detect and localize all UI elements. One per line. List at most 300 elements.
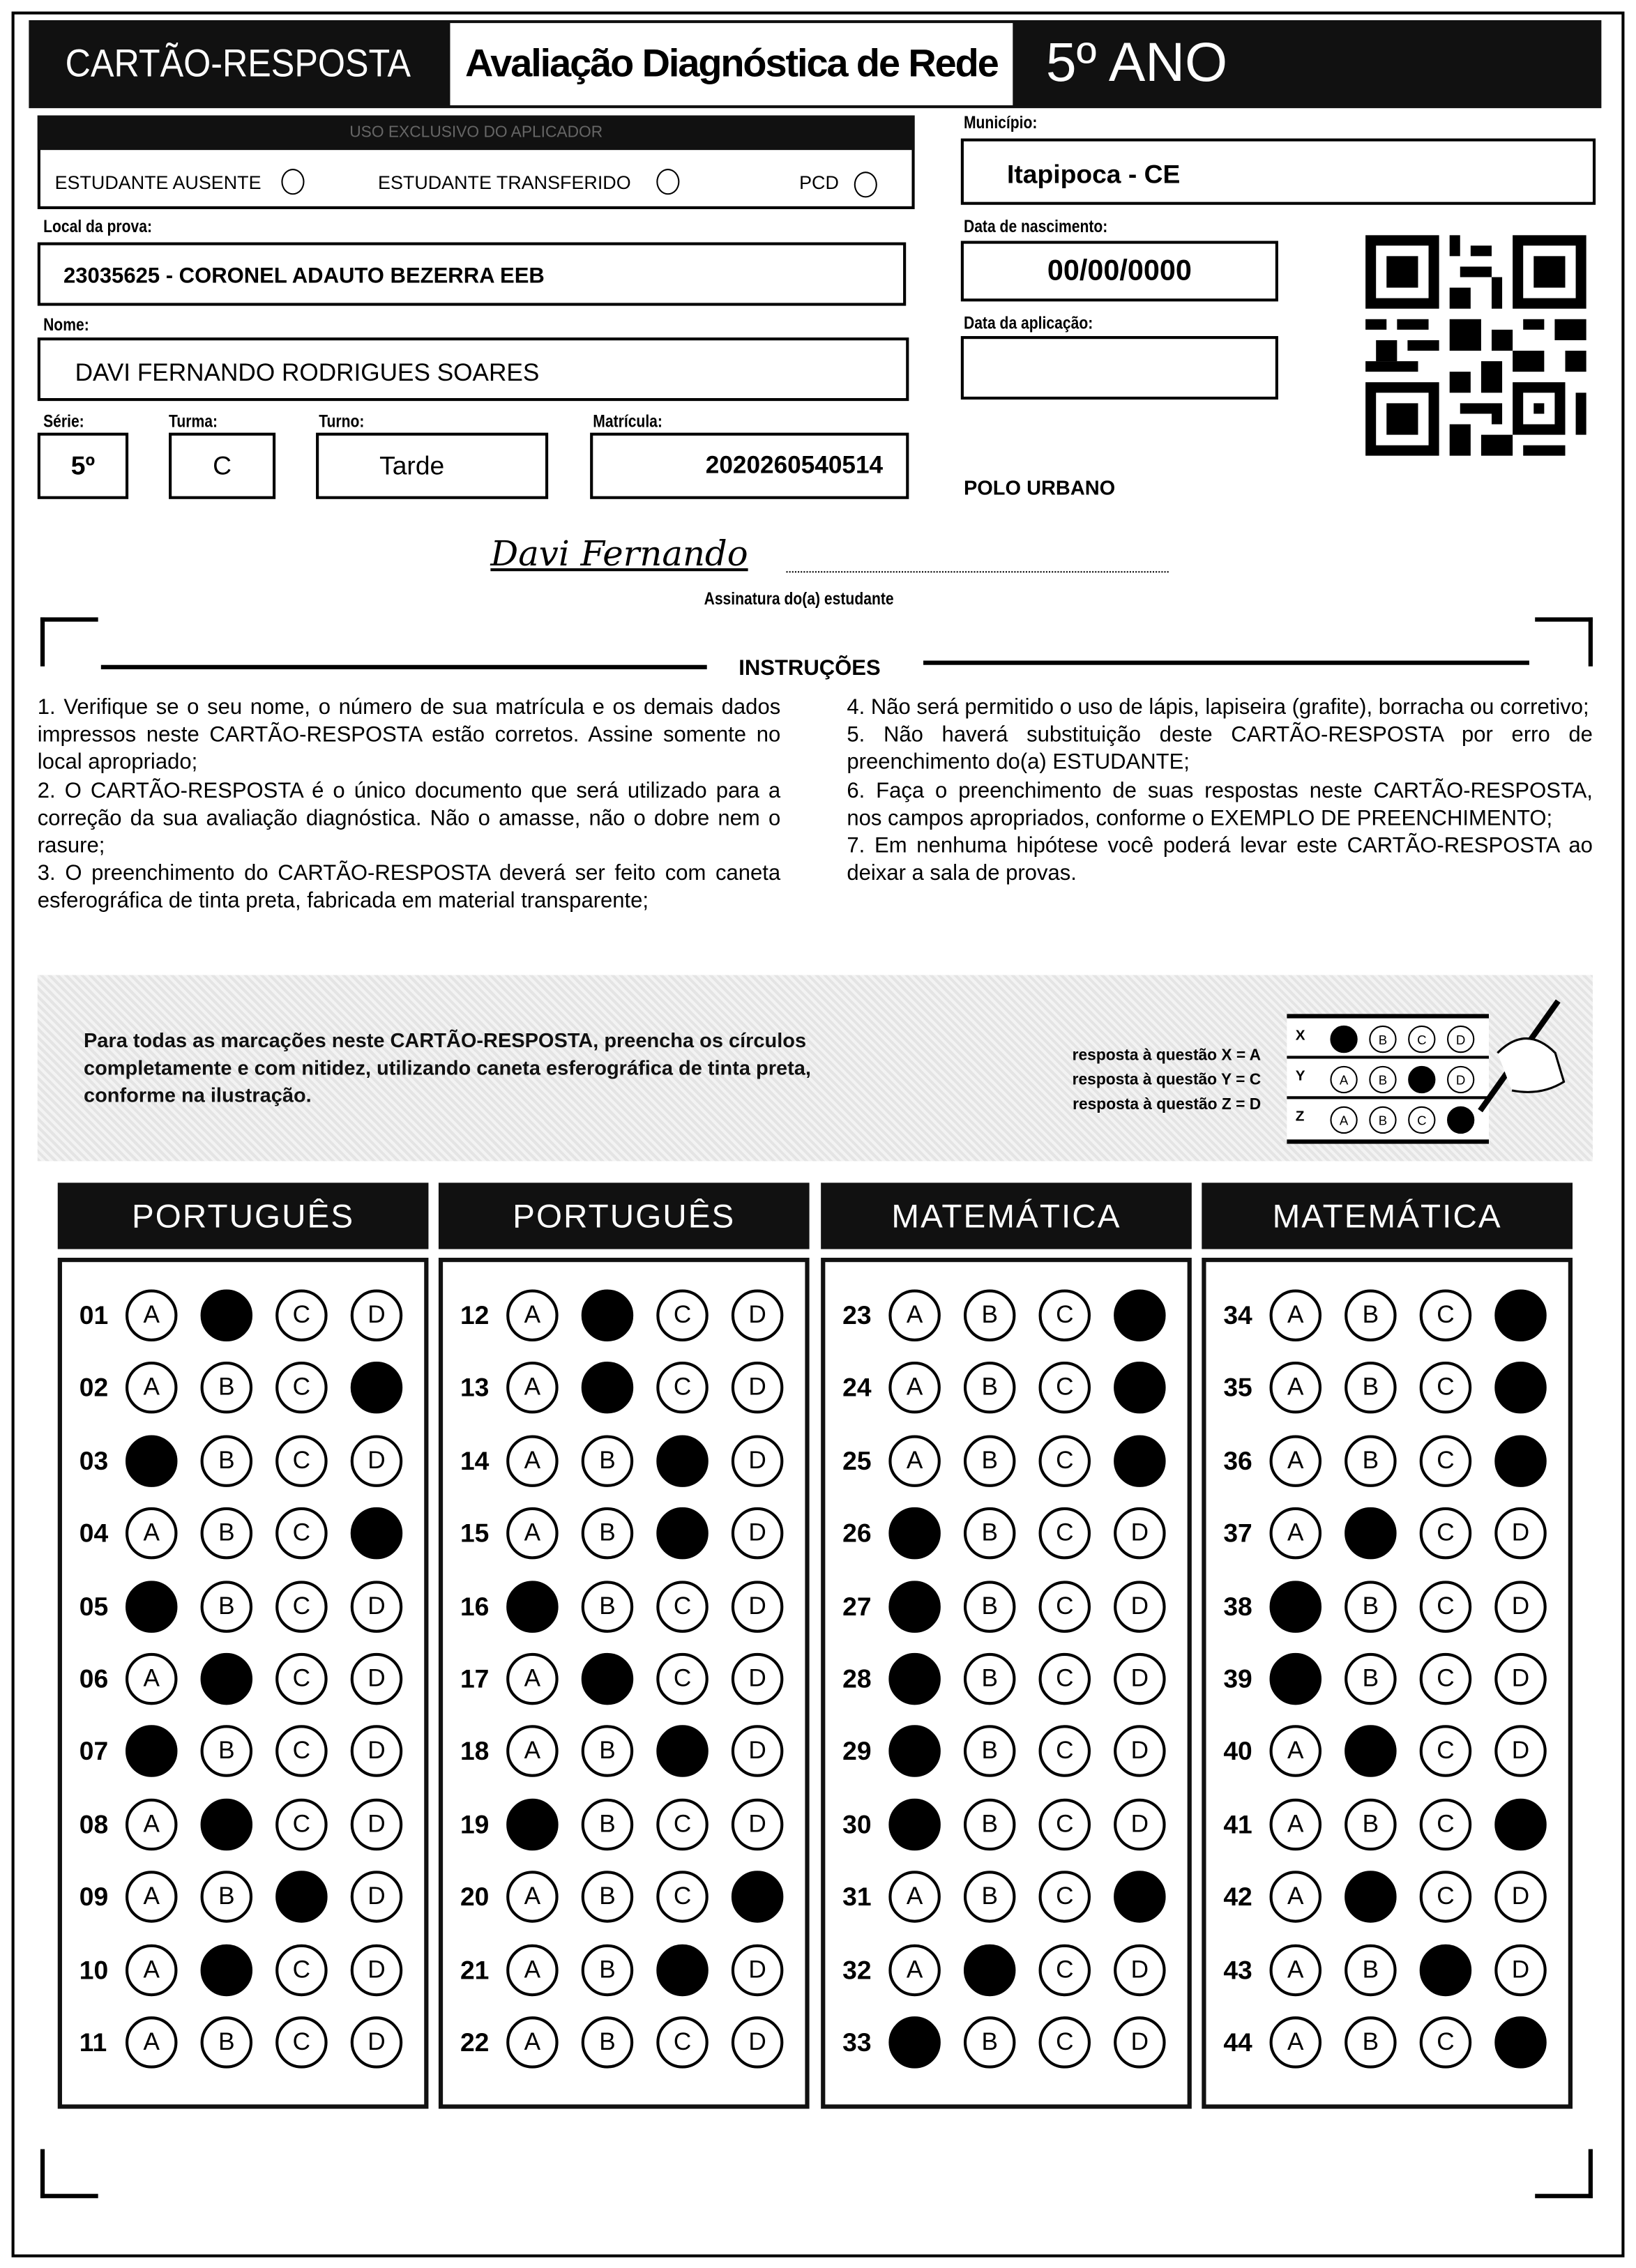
answer-bubble-a[interactable]: A (1270, 1798, 1321, 1850)
answer-bubble-c[interactable] (656, 1507, 708, 1559)
question-row (443, 1650, 805, 1708)
answer-bubble-a[interactable] (888, 1653, 940, 1705)
question-number: 03 (79, 1446, 109, 1475)
answer-bubble-d[interactable]: D (1114, 1581, 1165, 1632)
answer-bubble-c[interactable]: C (1039, 2016, 1091, 2068)
answer-bubble-b[interactable]: B (964, 1290, 1015, 1341)
option-ausente-label: ESTUDANTE AUSENTE (54, 172, 262, 194)
question-row (443, 1868, 805, 1926)
municipio-label: Município: (963, 112, 1038, 133)
answer-bubble-c[interactable]: C (1039, 1871, 1091, 1923)
answer-bubble-b[interactable]: B (1345, 1435, 1396, 1486)
answer-bubble-c[interactable] (275, 1871, 327, 1923)
question-number: 39 (1223, 1664, 1252, 1694)
answer-bubble-c[interactable]: C (1420, 2016, 1471, 2068)
aplicador-title: USO EXCLUSIVO DO APLICADOR (38, 116, 915, 151)
answer-bubble-d[interactable] (1494, 1290, 1546, 1341)
question-row (1206, 1941, 1568, 1999)
answer-bubble-b[interactable]: B (964, 1871, 1015, 1923)
question-row (62, 1432, 424, 1490)
answer-bubble-c[interactable] (656, 1435, 708, 1486)
answer-bubble-b[interactable] (964, 1944, 1015, 1995)
serie-label: Série: (43, 411, 84, 432)
answer-bubble-d[interactable]: D (732, 1581, 783, 1632)
question-number: 43 (1223, 1955, 1252, 1984)
answer-bubble-c[interactable]: C (1039, 1290, 1091, 1341)
answer-bubble-a[interactable]: A (126, 1362, 177, 1414)
question-number: 32 (842, 1955, 872, 1984)
answer-block (58, 1258, 429, 2109)
matricula-value: 2020260540514 (705, 451, 884, 479)
question-number: 19 (460, 1809, 490, 1839)
answer-bubble-d[interactable]: D (1114, 2016, 1165, 2068)
answer-bubble-d[interactable]: D (351, 1871, 402, 1923)
answer-bubble-a[interactable] (888, 1726, 940, 1777)
answer-bubble-d[interactable]: D (732, 1435, 783, 1486)
question-row (443, 1795, 805, 1853)
answer-bubble-b[interactable]: B (582, 1726, 633, 1777)
answer-bubble-a[interactable]: A (1270, 1944, 1321, 1995)
answer-bubble-b[interactable]: B (1345, 1362, 1396, 1414)
answer-bubble-c[interactable]: C (1039, 1726, 1091, 1777)
answer-bubble-c[interactable]: C (275, 1507, 327, 1559)
question-number: 27 (842, 1592, 872, 1621)
answer-bubble-b[interactable]: B (201, 1435, 252, 1486)
answer-bubble-d[interactable]: D (351, 1726, 402, 1777)
answer-bubble-b[interactable]: B (964, 1435, 1015, 1486)
answer-bubble-c[interactable]: C (275, 1726, 327, 1777)
answer-bubble-a[interactable]: A (888, 1871, 940, 1923)
answer-bubble-d[interactable]: D (351, 1435, 402, 1486)
answer-bubble-c[interactable]: C (1420, 1435, 1471, 1486)
answer-bubble-c[interactable]: C (656, 1653, 708, 1705)
answer-bubble-c[interactable]: C (656, 2016, 708, 2068)
answer-bubble-b[interactable]: B (964, 2016, 1015, 2068)
answer-bubble-d[interactable]: D (1494, 1507, 1546, 1559)
nome-value: DAVI FERNANDO RODRIGUES SOARES (75, 359, 540, 387)
answer-bubble-b[interactable] (582, 1362, 633, 1414)
section-header: MATEMÁTICA (821, 1182, 1192, 1249)
question-number: 26 (842, 1519, 872, 1548)
answer-bubble-a[interactable]: A (1270, 2016, 1321, 2068)
answer-bubble-d[interactable] (732, 1871, 783, 1923)
answer-bubble-d[interactable]: D (732, 1362, 783, 1414)
answer-bubble-b[interactable]: B (201, 1581, 252, 1632)
answer-bubble-d[interactable]: D (1494, 1653, 1546, 1705)
question-number: 17 (460, 1664, 490, 1694)
question-number: 40 (1223, 1737, 1252, 1767)
answer-bubble-b[interactable]: B (582, 1507, 633, 1559)
question-number: 02 (79, 1373, 109, 1403)
serie-value: 5º (70, 450, 96, 480)
question-number: 41 (1223, 1809, 1252, 1839)
hand-pen-icon (1469, 995, 1570, 1125)
answer-bubble-d[interactable] (1114, 1362, 1165, 1414)
answer-bubble-c[interactable]: C (275, 1362, 327, 1414)
example-grid (1287, 1014, 1489, 1143)
answer-bubble-c[interactable] (1420, 1944, 1471, 1995)
answer-bubble-b[interactable]: B (582, 1581, 633, 1632)
question-number: 36 (1223, 1446, 1252, 1475)
question-row (1206, 2014, 1568, 2071)
answer-bubble-d[interactable]: D (732, 1944, 783, 1995)
question-row (443, 2014, 805, 2071)
nome-label: Nome: (43, 314, 89, 335)
answer-bubble-b[interactable]: B (1345, 1798, 1396, 1850)
signature-line (786, 571, 1168, 572)
answer-bubble-d[interactable]: D (1494, 1871, 1546, 1923)
question-number: 05 (79, 1592, 109, 1621)
answer-bubble-b[interactable]: B (201, 1726, 252, 1777)
answer-bubble-c[interactable]: C (656, 1798, 708, 1850)
answer-bubble-d[interactable] (1494, 1798, 1546, 1850)
answer-bubble-b[interactable]: B (201, 1507, 252, 1559)
answer-bubble-c[interactable]: C (1420, 1362, 1471, 1414)
answer-bubble-b[interactable]: B (964, 1726, 1015, 1777)
answer-bubble-a[interactable]: A (506, 1290, 558, 1341)
answer-bubble-c[interactable]: C (1420, 1290, 1471, 1341)
answer-bubble-a[interactable]: A (1270, 1726, 1321, 1777)
question-row (443, 1577, 805, 1635)
question-row (1206, 1868, 1568, 1926)
question-number: 29 (842, 1737, 872, 1767)
polo-label: POLO URBANO (963, 475, 1116, 499)
answer-bubble-d[interactable] (1114, 1871, 1165, 1923)
local-label: Local da prova: (43, 216, 153, 237)
legend-line: resposta à questão Y = C (1072, 1072, 1262, 1089)
answer-bubble-a[interactable]: A (1270, 1362, 1321, 1414)
answer-bubble-a[interactable]: A (888, 1290, 940, 1341)
answer-bubble-d[interactable]: D (732, 1507, 783, 1559)
option-pcd-label: PCD (799, 172, 839, 194)
aplicacao-field (961, 336, 1278, 399)
question-number: 11 (79, 2027, 107, 2057)
example-question-label: Z (1295, 1109, 1305, 1125)
answer-bubble-b[interactable]: B (1345, 1290, 1396, 1341)
answer-bubble-a[interactable]: A (126, 2016, 177, 2068)
example-bubble: D (1447, 1026, 1474, 1053)
answer-bubble-a[interactable] (1270, 1581, 1321, 1632)
answer-bubble-b[interactable]: B (582, 1871, 633, 1923)
answer-bubble-b[interactable]: B (964, 1362, 1015, 1414)
answer-bubble-b[interactable]: B (964, 1653, 1015, 1705)
question-number: 44 (1223, 2027, 1252, 2057)
example-row (1287, 1102, 1489, 1140)
answer-bubble-d[interactable]: D (1114, 1798, 1165, 1850)
question-row (825, 2014, 1187, 2071)
question-number: 10 (79, 1955, 109, 1984)
answer-bubble-d[interactable]: D (1114, 1726, 1165, 1777)
answer-bubble-c[interactable]: C (275, 1653, 327, 1705)
answer-bubble-c[interactable]: C (656, 1362, 708, 1414)
signature: Davi Fernando (490, 533, 748, 574)
question-row (825, 1868, 1187, 1926)
question-number: 33 (842, 2027, 872, 2057)
answer-bubble-d[interactable]: D (732, 1653, 783, 1705)
answer-bubble-a[interactable] (888, 1798, 940, 1850)
question-row (62, 1650, 424, 1708)
answer-bubble-b[interactable] (1345, 1726, 1396, 1777)
answer-bubble-a[interactable]: A (126, 1944, 177, 1995)
answer-bubble-a[interactable]: A (506, 1944, 558, 1995)
answer-bubble-d[interactable]: D (732, 1726, 783, 1777)
example-legend (1027, 1044, 1261, 1118)
question-number: 18 (460, 1737, 490, 1767)
answer-bubble-d[interactable]: D (732, 1798, 783, 1850)
option-transferido-bubble[interactable] (656, 169, 679, 195)
question-row (1206, 1360, 1568, 1417)
question-number: 24 (842, 1373, 872, 1403)
question-number: 15 (460, 1519, 490, 1548)
example-bubble (1330, 1026, 1357, 1053)
answer-bubble-a[interactable] (888, 1581, 940, 1632)
answer-bubble-a[interactable]: A (1270, 1871, 1321, 1923)
question-row (1206, 1795, 1568, 1853)
answer-bubble-b[interactable]: B (964, 1581, 1015, 1632)
instructions-title: INSTRUÇÕES (739, 656, 881, 681)
option-pcd-bubble[interactable] (854, 172, 877, 197)
answer-bubble-c[interactable]: C (1039, 1362, 1091, 1414)
example-question-label: X (1295, 1028, 1305, 1044)
answer-bubble-a[interactable]: A (506, 1653, 558, 1705)
answer-bubble-a[interactable] (126, 1581, 177, 1632)
answer-bubble-a[interactable] (506, 1798, 558, 1850)
example-row (1287, 1062, 1489, 1099)
answer-bubble-b[interactable]: B (582, 1798, 633, 1850)
answer-bubble-d[interactable]: D (351, 1290, 402, 1341)
corner-mark (40, 2149, 98, 2198)
question-number: 08 (79, 1809, 109, 1839)
answer-bubble-b[interactable]: B (582, 2016, 633, 2068)
answer-bubble-a[interactable]: A (1270, 1507, 1321, 1559)
answer-bubble-c[interactable]: C (656, 1581, 708, 1632)
turno-value: Tarde (379, 450, 445, 480)
question-number: 20 (460, 1882, 490, 1912)
answer-bubble-b[interactable]: B (201, 1362, 252, 1414)
answer-bubble-d[interactable]: D (351, 1944, 402, 1995)
answer-bubble-c[interactable]: C (275, 1581, 327, 1632)
nascimento-value: 00/00/0000 (1047, 255, 1192, 287)
answer-bubble-a[interactable]: A (1270, 1435, 1321, 1486)
answer-bubble-d[interactable]: D (351, 1653, 402, 1705)
answer-bubble-c[interactable]: C (1420, 1798, 1471, 1850)
answer-bubble-a[interactable]: A (126, 1653, 177, 1705)
answer-bubble-c[interactable]: C (1420, 1726, 1471, 1777)
question-row (443, 1505, 805, 1562)
answer-bubble-c[interactable] (656, 1944, 708, 1995)
divider (101, 665, 707, 669)
question-number: 38 (1223, 1592, 1252, 1621)
answer-bubble-d[interactable]: D (351, 1798, 402, 1850)
question-row (825, 1941, 1187, 1999)
answer-bubble-a[interactable] (888, 1507, 940, 1559)
question-row (825, 1360, 1187, 1417)
answer-bubble-a[interactable] (1270, 1653, 1321, 1705)
question-row (825, 1577, 1187, 1635)
answer-bubble-b[interactable] (582, 1290, 633, 1341)
answer-bubble-b[interactable]: B (1345, 1653, 1396, 1705)
answer-bubble-d[interactable]: D (732, 2016, 783, 2068)
answer-bubble-b[interactable] (1345, 1871, 1396, 1923)
answer-bubble-c[interactable]: C (656, 1290, 708, 1341)
signature-label: Assinatura do(a) estudante (704, 588, 894, 609)
example-bubble: B (1369, 1066, 1396, 1093)
question-row (825, 1795, 1187, 1853)
question-number: 30 (842, 1809, 872, 1839)
answer-bubble-d[interactable]: D (1114, 1944, 1165, 1995)
answer-bubble-a[interactable]: A (126, 1507, 177, 1559)
answer-bubble-d[interactable] (1494, 1362, 1546, 1414)
question-row (825, 1723, 1187, 1781)
answer-bubble-c[interactable]: C (1039, 1581, 1091, 1632)
answer-block (1202, 1258, 1573, 2109)
answer-bubble-a[interactable]: A (506, 2016, 558, 2068)
question-number: 13 (460, 1373, 490, 1403)
example-row (1287, 1021, 1489, 1059)
answer-bubble-a[interactable]: A (506, 1507, 558, 1559)
answer-bubble-b[interactable]: B (1345, 1581, 1396, 1632)
answer-bubble-d[interactable]: D (351, 2016, 402, 2068)
answer-bubble-c[interactable]: C (275, 1944, 327, 1995)
example-bubble: D (1447, 1066, 1474, 1093)
answer-bubble-d[interactable] (351, 1507, 402, 1559)
answer-bubble-c[interactable]: C (1039, 1507, 1091, 1559)
question-row (62, 1723, 424, 1781)
answer-bubble-d[interactable]: D (732, 1290, 783, 1341)
question-row (443, 1286, 805, 1344)
answer-bubble-b[interactable] (201, 1290, 252, 1341)
header-grade: 5º ANO (1045, 33, 1228, 94)
answer-bubble-b[interactable]: B (1345, 2016, 1396, 2068)
answer-bubble-a[interactable]: A (126, 1290, 177, 1341)
question-number: 16 (460, 1592, 490, 1621)
answer-bubble-b[interactable]: B (582, 1944, 633, 1995)
nascimento-label: Data de nascimento: (963, 216, 1108, 237)
question-number: 12 (460, 1301, 490, 1330)
answer-bubble-b[interactable]: B (201, 1871, 252, 1923)
question-row (62, 1505, 424, 1562)
aplicacao-label: Data da aplicação: (963, 312, 1093, 333)
answer-bubble-d[interactable]: D (351, 1581, 402, 1632)
question-row (443, 1941, 805, 1999)
matricula-label: Matrícula: (593, 411, 662, 432)
answer-bubble-c[interactable]: C (275, 1435, 327, 1486)
answer-bubble-c[interactable]: C (1420, 1581, 1471, 1632)
answer-bubble-c[interactable]: C (1039, 1944, 1091, 1995)
answer-bubble-d[interactable]: D (1494, 1726, 1546, 1777)
corner-mark (1535, 2149, 1593, 2198)
answer-bubble-a[interactable] (126, 1726, 177, 1777)
turno-label: Turno: (319, 411, 365, 432)
answer-bubble-d[interactable] (1494, 2016, 1546, 2068)
answer-bubble-c[interactable]: C (1039, 1798, 1091, 1850)
answer-bubble-a[interactable]: A (1270, 1290, 1321, 1341)
question-row (62, 1868, 424, 1926)
answer-bubble-b[interactable] (1345, 1507, 1396, 1559)
answer-bubble-a[interactable]: A (888, 1944, 940, 1995)
answer-bubble-b[interactable]: B (964, 1798, 1015, 1850)
question-number: 37 (1223, 1519, 1252, 1548)
answer-bubble-a[interactable]: A (888, 1435, 940, 1486)
question-row (1206, 1505, 1568, 1562)
question-number: 28 (842, 1664, 872, 1694)
answer-bubble-a[interactable] (126, 1435, 177, 1486)
example-text: Para todas as marcações neste CARTÃO-RESPOSTA, preencha os círculos completamente e com nitidez, utilizando caneta esferográfica de tinta preta, conforme na ilustração. (83, 1028, 811, 1106)
answer-bubble-d[interactable] (351, 1362, 402, 1414)
legend-line: resposta à questão Z = D (1073, 1096, 1262, 1114)
turma-field (169, 433, 275, 499)
answer-bubble-a[interactable]: A (506, 1871, 558, 1923)
question-row (62, 1286, 424, 1344)
answer-bubble-a[interactable]: A (506, 1435, 558, 1486)
answer-bubble-a[interactable]: A (888, 1362, 940, 1414)
answer-bubble-c[interactable]: C (275, 2016, 327, 2068)
answer-bubble-a[interactable]: A (506, 1362, 558, 1414)
divider (923, 661, 1529, 665)
answer-bubble-d[interactable]: D (1494, 1581, 1546, 1632)
answer-bubble-d[interactable]: D (1494, 1944, 1546, 1995)
answer-bubble-a[interactable] (506, 1581, 558, 1632)
instructions-left: 1. Verifique se o seu nome, o número de sua matrícula e os demais dados impressos neste CARTÃO-RESPOSTA estão corretos. Assine somente no local apropriado; 2. O CARTÃO-RESPOSTA é o único documento que será utilizado para a correção da sua avaliação diagnóstica. Não o amasse, não o dobre nem o rasure; 3. O preenchimento do CARTÃO-RESPOSTA deverá ser feito com caneta esferográfica de tinta preta, fabricada em material transparente; (37, 695, 781, 914)
option-ausente-bubble[interactable] (281, 169, 304, 195)
answer-bubble-a[interactable]: A (126, 1798, 177, 1850)
answer-bubble-d[interactable]: D (1114, 1507, 1165, 1559)
answer-bubble-c[interactable]: C (1039, 1435, 1091, 1486)
example-bubble: B (1369, 1106, 1396, 1134)
question-row (825, 1505, 1187, 1562)
answer-bubble-d[interactable]: D (1114, 1653, 1165, 1705)
answer-bubble-b[interactable] (201, 1798, 252, 1850)
answer-bubble-d[interactable] (1114, 1290, 1165, 1341)
answer-bubble-b[interactable]: B (964, 1507, 1015, 1559)
answer-bubble-c[interactable]: C (1039, 1653, 1091, 1705)
answer-bubble-d[interactable] (1494, 1435, 1546, 1486)
question-number: 06 (79, 1664, 109, 1694)
corner-mark (40, 617, 98, 666)
question-row (62, 1360, 424, 1417)
question-row (62, 1795, 424, 1853)
answer-bubble-c[interactable]: C (656, 1871, 708, 1923)
section-header: PORTUGUÊS (58, 1182, 429, 1249)
answer-bubble-c[interactable]: C (275, 1798, 327, 1850)
question-number: 34 (1223, 1301, 1252, 1330)
question-number: 31 (842, 1882, 872, 1912)
answer-bubble-c[interactable] (656, 1726, 708, 1777)
answer-bubble-c[interactable]: C (1420, 1653, 1471, 1705)
answer-bubble-d[interactable] (1114, 1435, 1165, 1486)
question-number: 35 (1223, 1373, 1252, 1403)
answer-bubble-c[interactable]: C (1420, 1507, 1471, 1559)
answer-bubble-b[interactable] (582, 1653, 633, 1705)
answer-bubble-c[interactable]: C (275, 1290, 327, 1341)
answer-bubble-a[interactable]: A (126, 1871, 177, 1923)
answer-bubble-c[interactable]: C (1420, 1871, 1471, 1923)
question-number: 01 (79, 1301, 109, 1330)
answer-bubble-b[interactable]: B (1345, 1944, 1396, 1995)
question-number: 09 (79, 1882, 109, 1912)
legend-line: resposta à questão X = A (1072, 1047, 1262, 1065)
answer-bubble-b[interactable] (201, 1653, 252, 1705)
matricula-field (590, 433, 909, 499)
answer-block (821, 1258, 1192, 2109)
answer-bubble-b[interactable]: B (201, 2016, 252, 2068)
answer-bubble-b[interactable]: B (582, 1435, 633, 1486)
question-number: 42 (1223, 1882, 1252, 1912)
answer-bubble-b[interactable] (201, 1944, 252, 1995)
answer-bubble-a[interactable] (888, 2016, 940, 2068)
question-row (62, 2014, 424, 2071)
answer-bubble-a[interactable]: A (506, 1726, 558, 1777)
